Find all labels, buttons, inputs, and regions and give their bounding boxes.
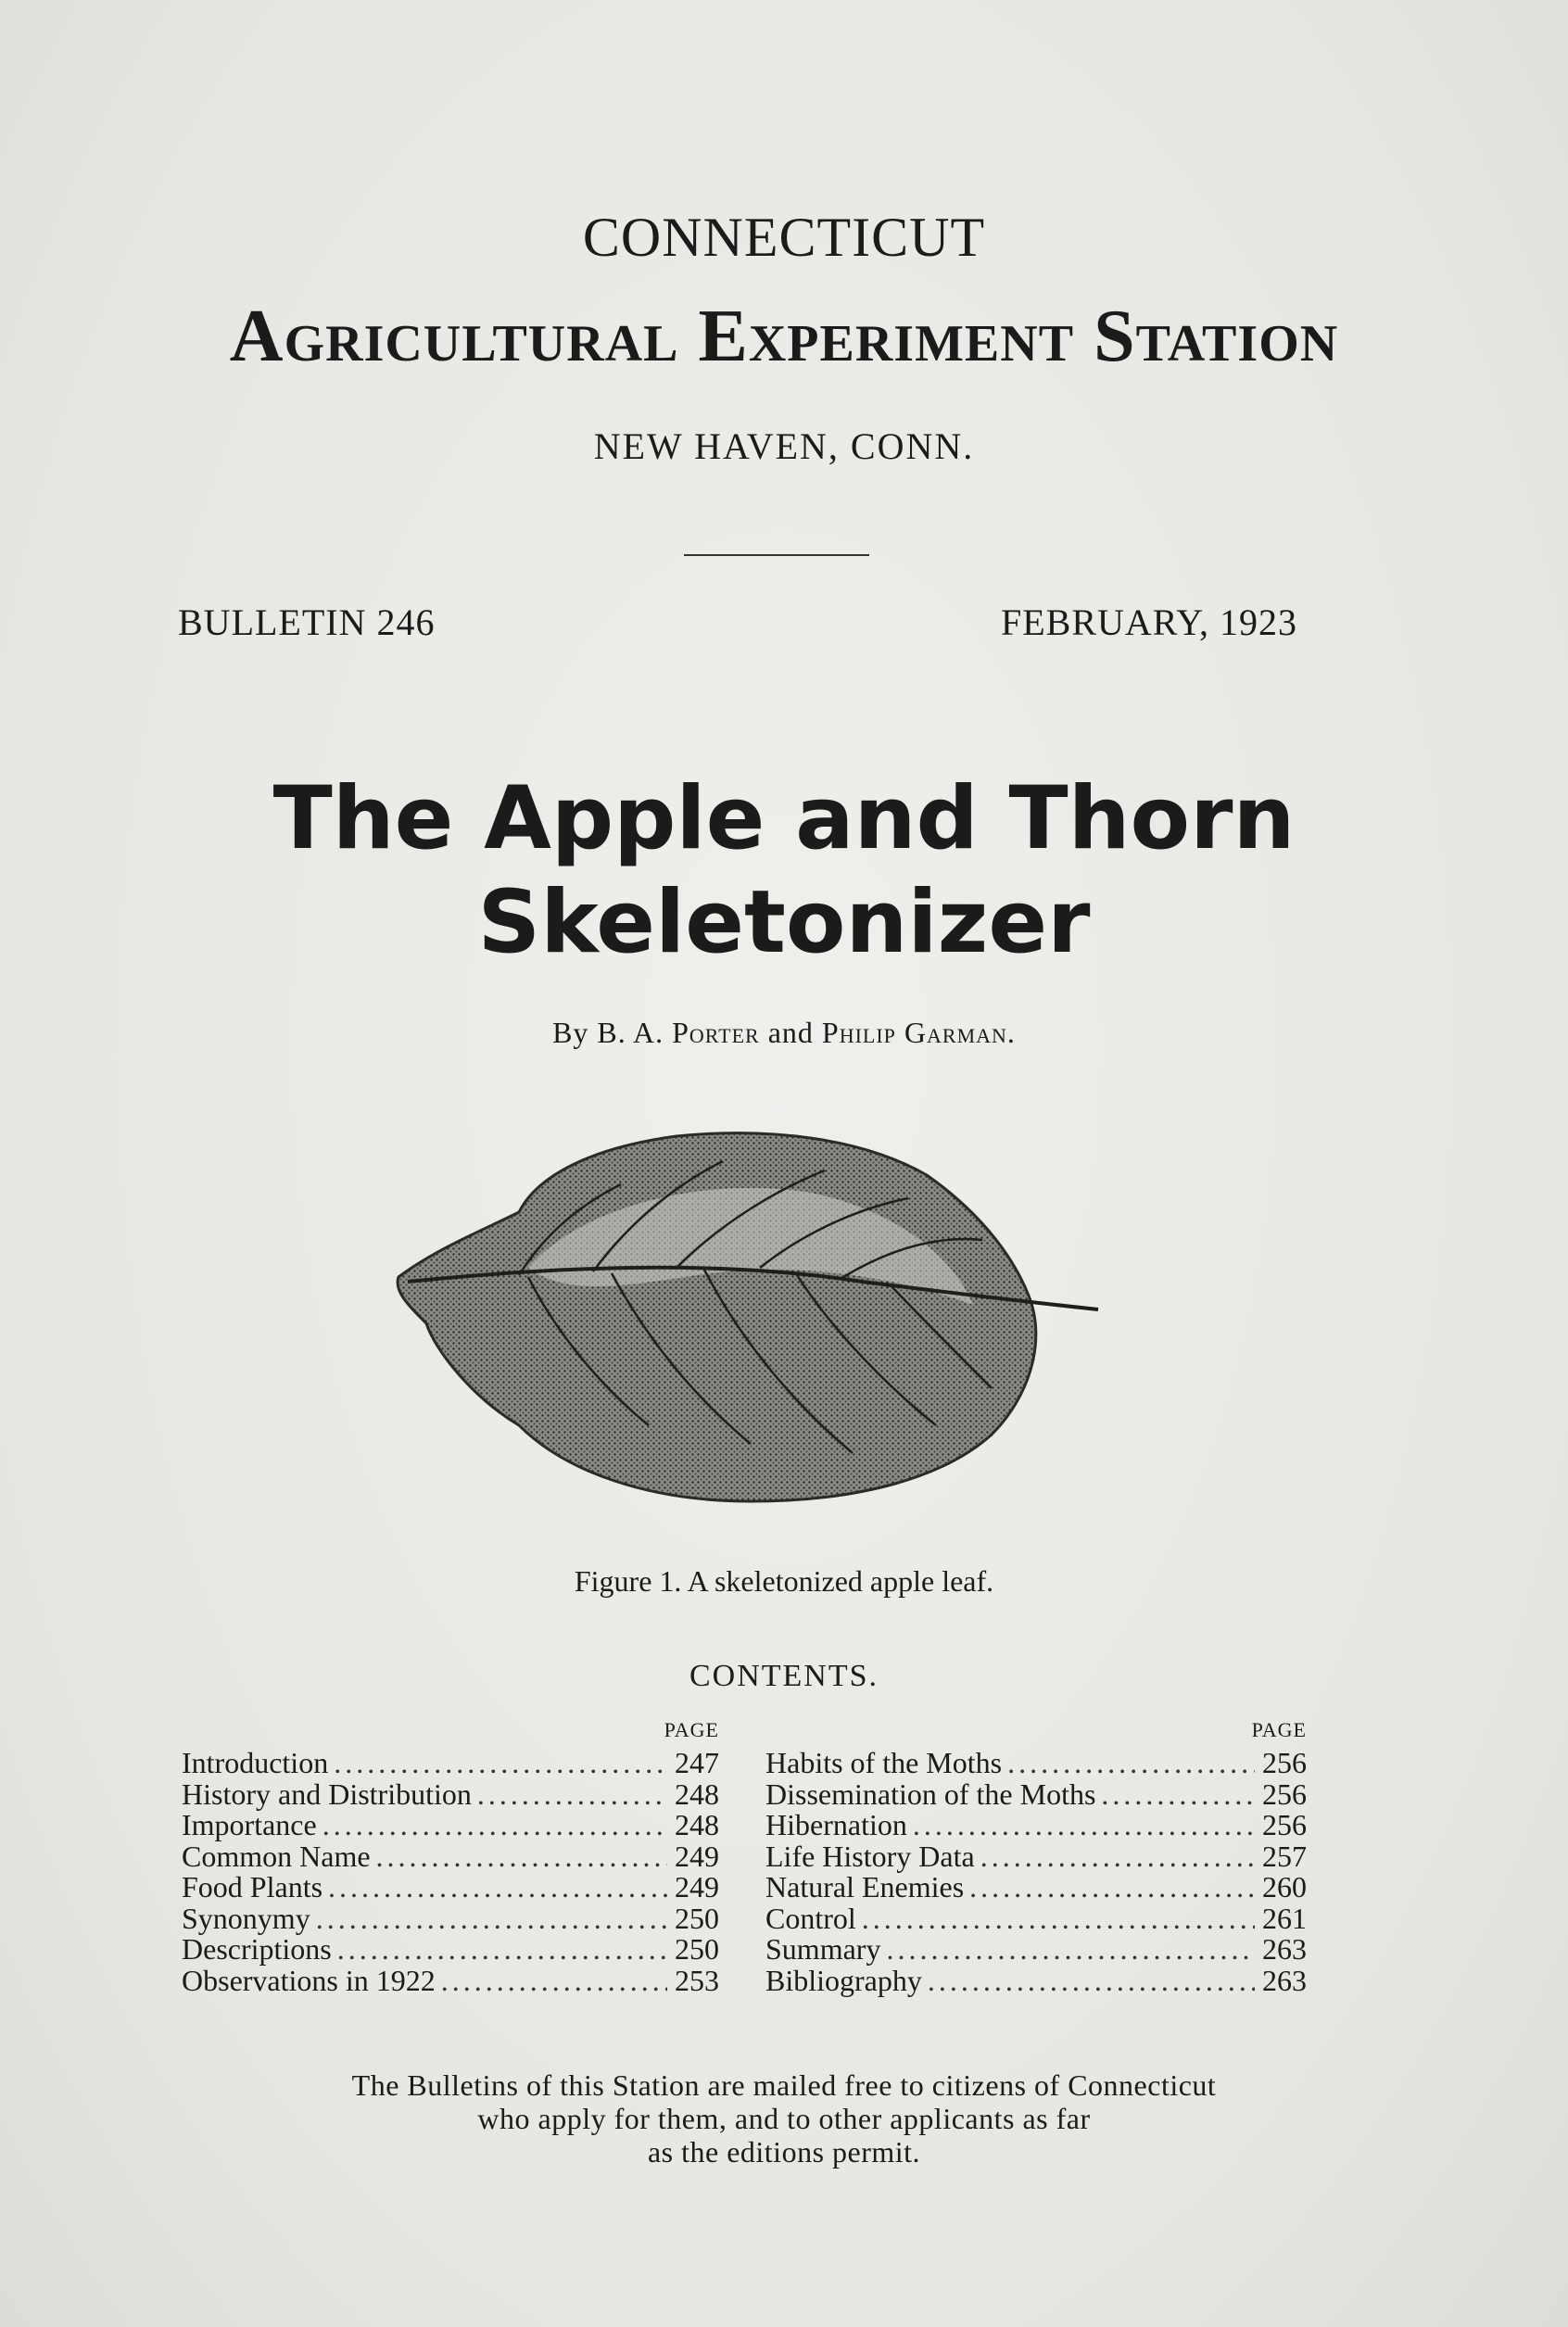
entry-page: 256 — [1262, 1746, 1307, 1779]
contents-entry — [765, 1841, 1307, 1873]
bulletin-title — [0, 767, 1568, 975]
entry-label: Habits of the Moths — [765, 1746, 1003, 1779]
entry-page: 263 — [1262, 1963, 1307, 1997]
figure-caption: Figure 1. A skeletonized apple leaf. — [574, 1564, 994, 1598]
entry-page: 247 — [675, 1746, 719, 1779]
entry-page: 256 — [1262, 1808, 1307, 1841]
entry-label: Introduction — [182, 1746, 329, 1779]
contents-entry — [765, 1934, 1307, 1966]
leader-dots — [322, 1810, 667, 1841]
skeletonized-leaf-image — [380, 1119, 1103, 1509]
contents-column-left — [182, 1713, 719, 1996]
contents-heading: CONTENTS. — [689, 1659, 879, 1693]
entry-label: Descriptions — [182, 1932, 332, 1966]
notice-line-2: who apply for them, and to other applicants as far — [477, 2102, 1091, 2135]
title-line-2: Skeletonizer — [477, 872, 1091, 973]
leader-dots — [328, 1872, 667, 1903]
entry-page: 253 — [675, 1963, 719, 1997]
authors-by: By — [552, 1016, 589, 1049]
leader-dots — [337, 1934, 667, 1966]
authors-and: and — [767, 1016, 814, 1049]
entry-label: Natural Enemies — [765, 1870, 965, 1903]
station-name: Agricultural Experiment Station — [229, 296, 1339, 377]
contents-entry — [765, 1810, 1307, 1841]
contents-entry — [182, 1934, 719, 1966]
entry-label: Bibliography — [765, 1963, 922, 1997]
contents-entry — [765, 1963, 1307, 1997]
entry-label: Control — [765, 1901, 856, 1935]
entry-label: Life History Data — [765, 1839, 975, 1873]
leader-dots — [376, 1841, 667, 1873]
station-location: NEW HAVEN, CONN. — [593, 425, 975, 467]
authors-line — [0, 1016, 1568, 1050]
station-state: CONNECTICUT — [582, 207, 986, 268]
leaf-blade — [398, 1133, 1036, 1501]
contents-entry — [182, 1810, 719, 1841]
leader-dots — [334, 1748, 667, 1779]
notice-line-1: The Bulletins of this Station are mailed free to citizens of Connecticut — [351, 2068, 1217, 2102]
leader-dots — [316, 1903, 667, 1935]
entry-label: Common Name — [182, 1839, 371, 1873]
contents-entry — [182, 1779, 719, 1811]
bulletin-number: BULLETIN 246 — [178, 601, 436, 643]
contents-entry — [765, 1872, 1307, 1903]
entry-page: 248 — [675, 1808, 719, 1841]
entry-page: 249 — [675, 1839, 719, 1873]
author-2: Philip Garman. — [821, 1016, 1016, 1049]
entry-label: Hibernation — [765, 1808, 907, 1841]
entry-page: 260 — [1262, 1870, 1307, 1903]
entry-page: 256 — [1262, 1777, 1307, 1811]
entry-page: 261 — [1262, 1901, 1307, 1935]
leader-dots — [928, 1966, 1255, 1997]
entry-label: Dissemination of the Moths — [765, 1777, 1096, 1811]
leader-dots — [913, 1810, 1255, 1841]
entry-label: Synonymy — [182, 1901, 310, 1935]
contents-entry — [182, 1903, 719, 1935]
notice-line-3: as the editions permit. — [647, 2135, 921, 2169]
entry-page: 250 — [675, 1901, 719, 1935]
entry-page: 249 — [675, 1870, 719, 1903]
leader-dots — [862, 1903, 1255, 1935]
contents-column-right — [765, 1713, 1307, 1996]
author-1-initials: B. A. — [597, 1016, 664, 1049]
entry-label: Observations in 1922 — [182, 1963, 436, 1997]
leader-dots — [477, 1779, 667, 1811]
page-column-header: PAGE — [1251, 1718, 1307, 1741]
leader-dots — [441, 1966, 667, 1997]
contents-entry — [182, 1748, 719, 1779]
contents-entry — [765, 1903, 1307, 1935]
contents-entry — [182, 1872, 719, 1903]
entry-page: 257 — [1262, 1839, 1307, 1873]
leader-dots — [980, 1841, 1255, 1873]
entry-label: Importance — [182, 1808, 317, 1841]
leader-dots — [886, 1934, 1255, 1966]
title-line-1: The Apple and Thorn — [272, 768, 1296, 869]
distribution-notice — [0, 2068, 1568, 2169]
author-1-surname: Porter — [672, 1016, 760, 1049]
entry-page: 248 — [675, 1777, 719, 1811]
bulletin-date: FEBRUARY, 1923 — [1000, 601, 1297, 643]
entry-label: Food Plants — [182, 1870, 323, 1903]
contents-entry — [765, 1779, 1307, 1811]
page-column-header: PAGE — [664, 1718, 719, 1741]
entry-page: 263 — [1262, 1932, 1307, 1966]
contents-entry — [765, 1748, 1307, 1779]
divider-rule — [684, 554, 869, 556]
leader-dots — [1007, 1748, 1255, 1779]
leader-dots — [1101, 1779, 1255, 1811]
entry-label: Summary — [765, 1932, 881, 1966]
leader-dots — [969, 1872, 1255, 1903]
contents-entry — [182, 1963, 719, 1997]
contents-entry — [182, 1841, 719, 1873]
entry-label: History and Distribution — [182, 1777, 472, 1811]
entry-page: 250 — [675, 1932, 719, 1966]
